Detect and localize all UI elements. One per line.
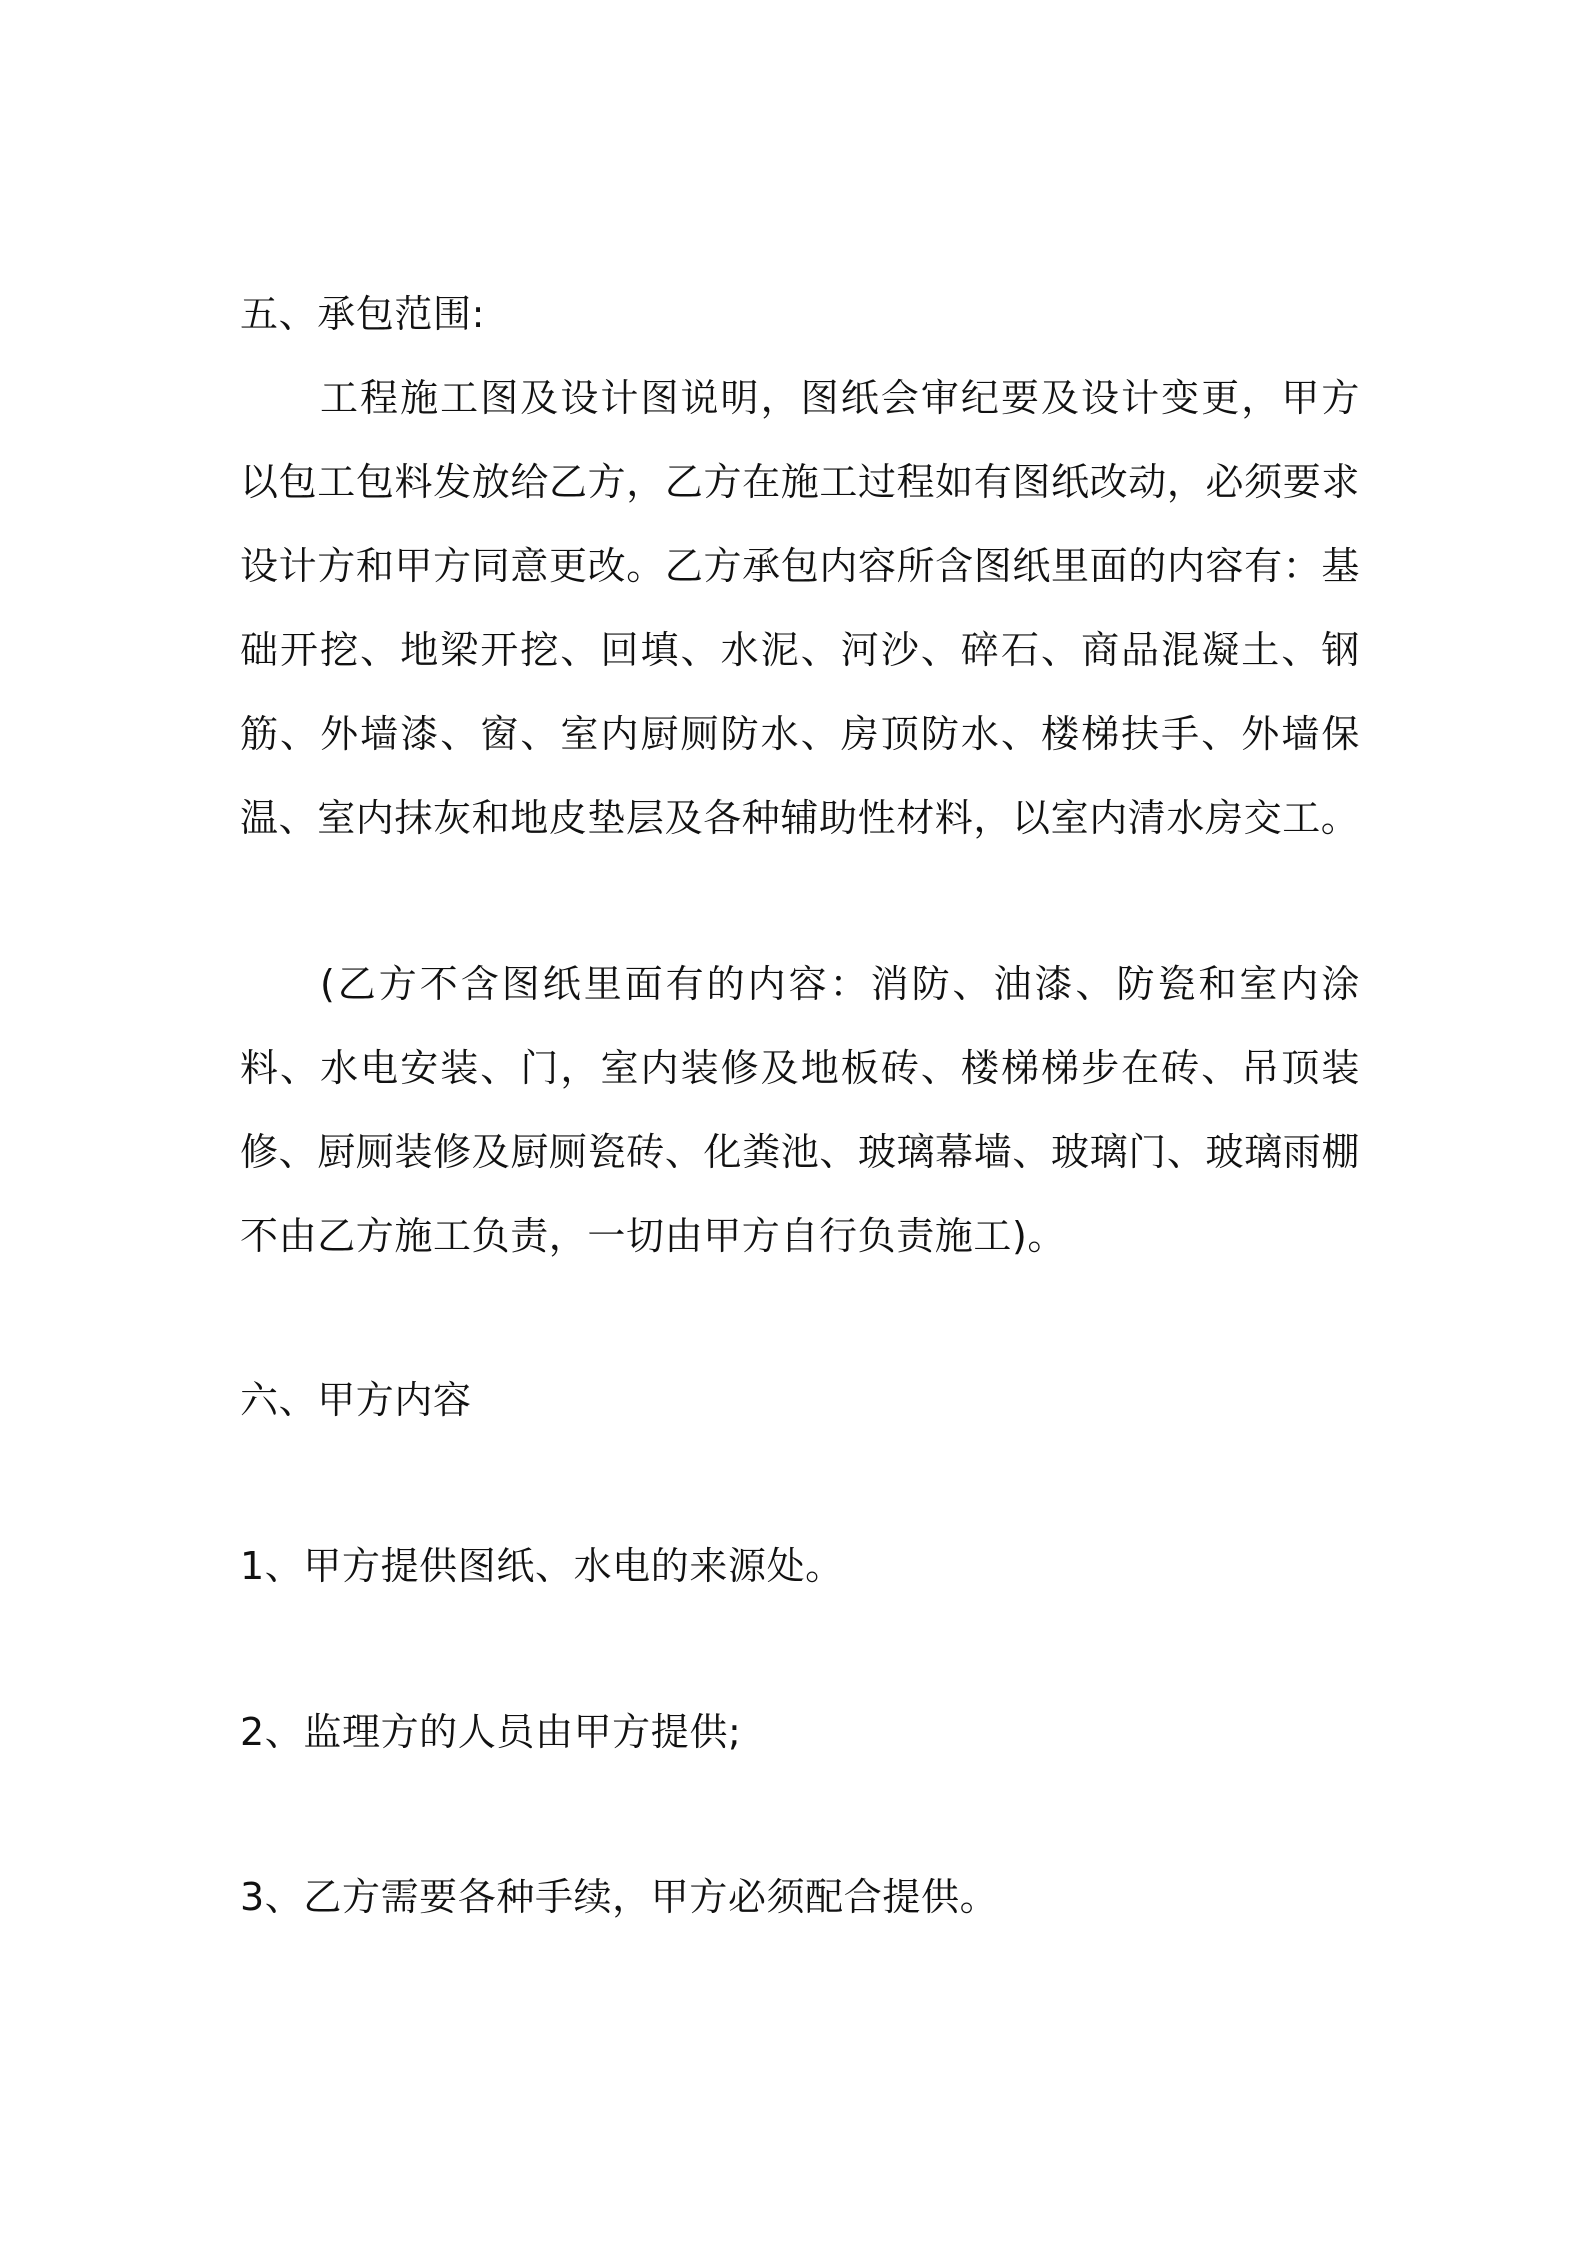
section-6-heading: 六、甲方内容 [240, 1378, 472, 1422]
section-5-paragraph-1: 工程施工图及设计图说明，图纸会审纪要及设计变更，甲方以包工包料发放给乙方，乙方在施工过程如有图纸改动，必须要求设计方和甲方同意更改。乙方承包内容所含图纸里面的内容有：基础开挖、地梁开挖、回填、水泥、河沙、碎石、商品混凝土、钢筋、外墙漆、窗、室内厨厕防水、房顶防水、楼梯扶手、外墙保温、室内抹灰和地皮垫层及各种辅助性材料，以室内清水房交工。 [240, 376, 1360, 840]
section-5-paragraph-2: (乙方不含图纸里面有的内容：消防、油漆、防瓷和室内涂料、水电安装、门，室内装修及地板砖、楼梯梯步在砖、吊顶装修、厨厕装修及厨厕瓷砖、化粪池、玻璃幕墙、玻璃门、玻璃雨棚不由乙方施工负责，一切由甲方自行负责施工)。 [240, 962, 1360, 1258]
section-5-heading: 五、承包范围: [240, 292, 486, 336]
section-6-item-3: 3、乙方需要各种手续，甲方必须配合提供。 [240, 1875, 999, 1919]
section-6-item-2: 2、监理方的人员由甲方提供; [240, 1710, 742, 1754]
section-6-item-1: 1、甲方提供图纸、水电的来源处。 [240, 1544, 844, 1588]
